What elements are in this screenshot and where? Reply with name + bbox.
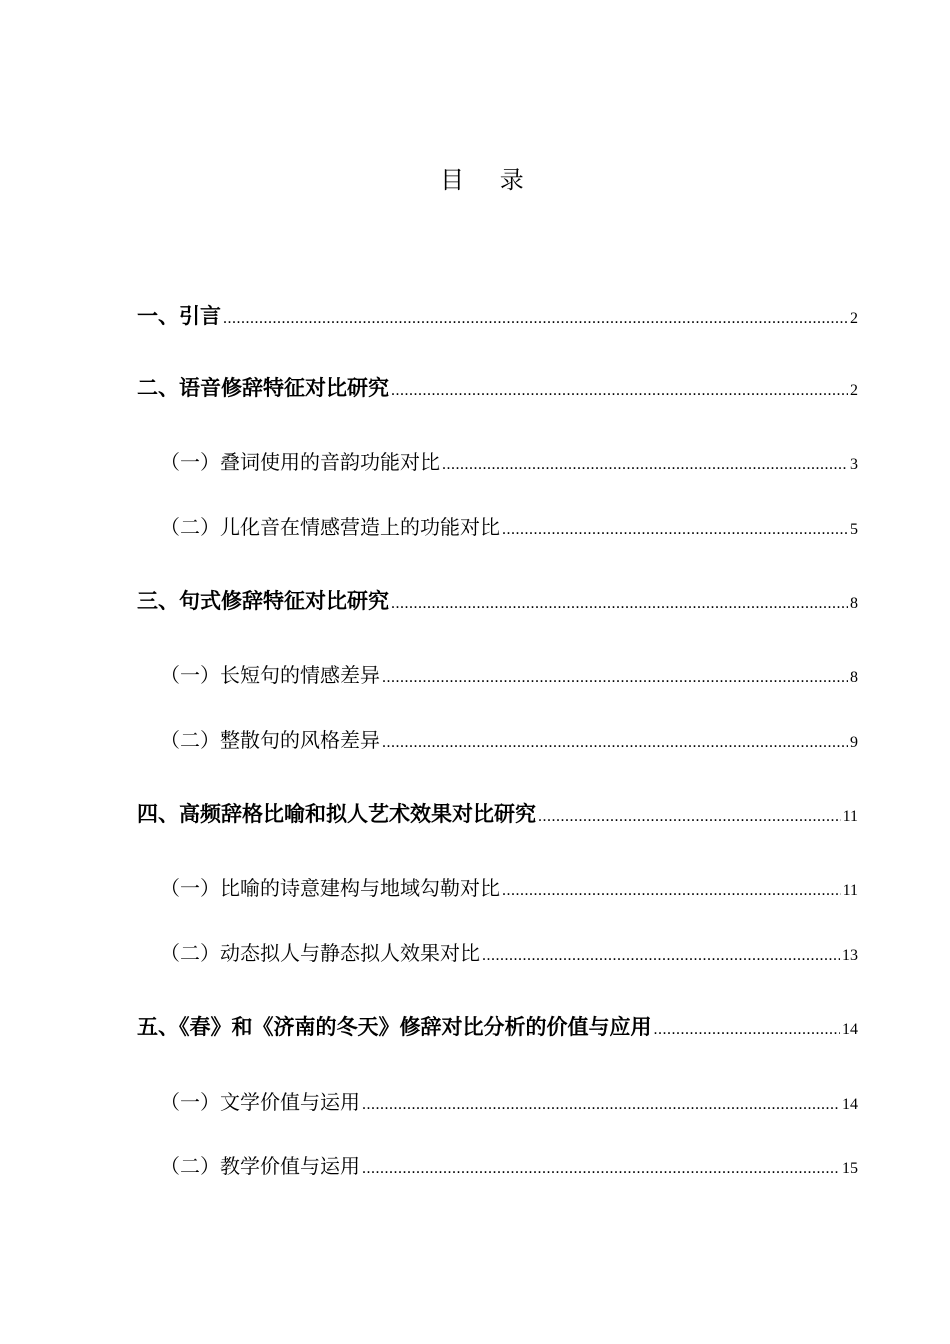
toc-entry[interactable] [137,372,858,404]
toc-entry[interactable] [160,446,858,478]
toc-entry[interactable] [160,659,858,691]
toc-entry-label: 三、句式修辞特征对比研究 [137,589,389,613]
toc-entry-label: 一、引言 [137,304,221,328]
dot-leader [654,1014,841,1046]
toc-entry-page-number: 14 [842,1096,858,1113]
dot-leader [382,662,848,694]
toc-entry[interactable] [160,937,858,969]
toc-entry-page-number: 5 [850,521,858,538]
toc-entry-page-number: 14 [842,1021,858,1038]
toc-entry[interactable] [160,1086,858,1118]
page-title: 目 录 [440,166,538,194]
toc-entry[interactable] [137,798,858,830]
dot-leader [502,875,841,907]
toc-entry-label: （一）叠词使用的音韵功能对比 [160,450,440,474]
toc-entry[interactable] [137,1011,858,1043]
toc-entry-page-number: 2 [850,310,858,327]
dot-leader [482,940,840,972]
toc-entry[interactable] [137,585,858,617]
dot-leader [362,1153,840,1185]
dot-leader [223,303,848,335]
dot-leader [391,588,848,620]
dot-leader [538,801,841,833]
toc-entry-label: （一）文学价值与运用 [160,1090,360,1114]
dot-leader [442,449,848,481]
toc-entry-label: （一）比喻的诗意建构与地域勾勒对比 [160,876,500,900]
toc-entry-page-number: 9 [850,734,858,751]
toc-entry[interactable] [160,724,858,756]
dot-leader [391,375,848,407]
toc-entry-page-number: 8 [850,669,858,686]
toc-entry-label: （二）动态拟人与静态拟人效果对比 [160,941,480,965]
toc-entry-page-number: 2 [850,382,858,399]
toc-entry-label: 五、《春》和《济南的冬天》修辞对比分析的价值与应用 [137,1015,652,1039]
toc-entry-page-number: 11 [842,808,858,825]
toc-entry-page-number: 8 [850,595,858,612]
toc-entry[interactable] [160,872,858,904]
toc-entry[interactable] [160,511,858,543]
toc-entry-page-number: 13 [842,947,858,964]
dot-leader [362,1089,840,1121]
toc-entry-label: 二、语音修辞特征对比研究 [137,376,389,400]
toc-entry[interactable] [160,1150,858,1182]
toc-entry-label: 四、高频辞格比喻和拟人艺术效果对比研究 [137,802,536,826]
toc-entry-label: （二）整散句的风格差异 [160,728,380,752]
toc-entry-page-number: 3 [850,456,858,473]
dot-leader [382,727,848,759]
toc-entry-page-number: 11 [842,882,858,899]
toc-entry[interactable] [137,300,858,332]
toc-entry-page-number: 15 [842,1160,858,1177]
dot-leader [502,514,848,546]
toc-entry-label: （一）长短句的情感差异 [160,663,380,687]
toc-entry-label: （二）教学价值与运用 [160,1154,360,1178]
toc-entry-label: （二）儿化音在情感营造上的功能对比 [160,515,500,539]
